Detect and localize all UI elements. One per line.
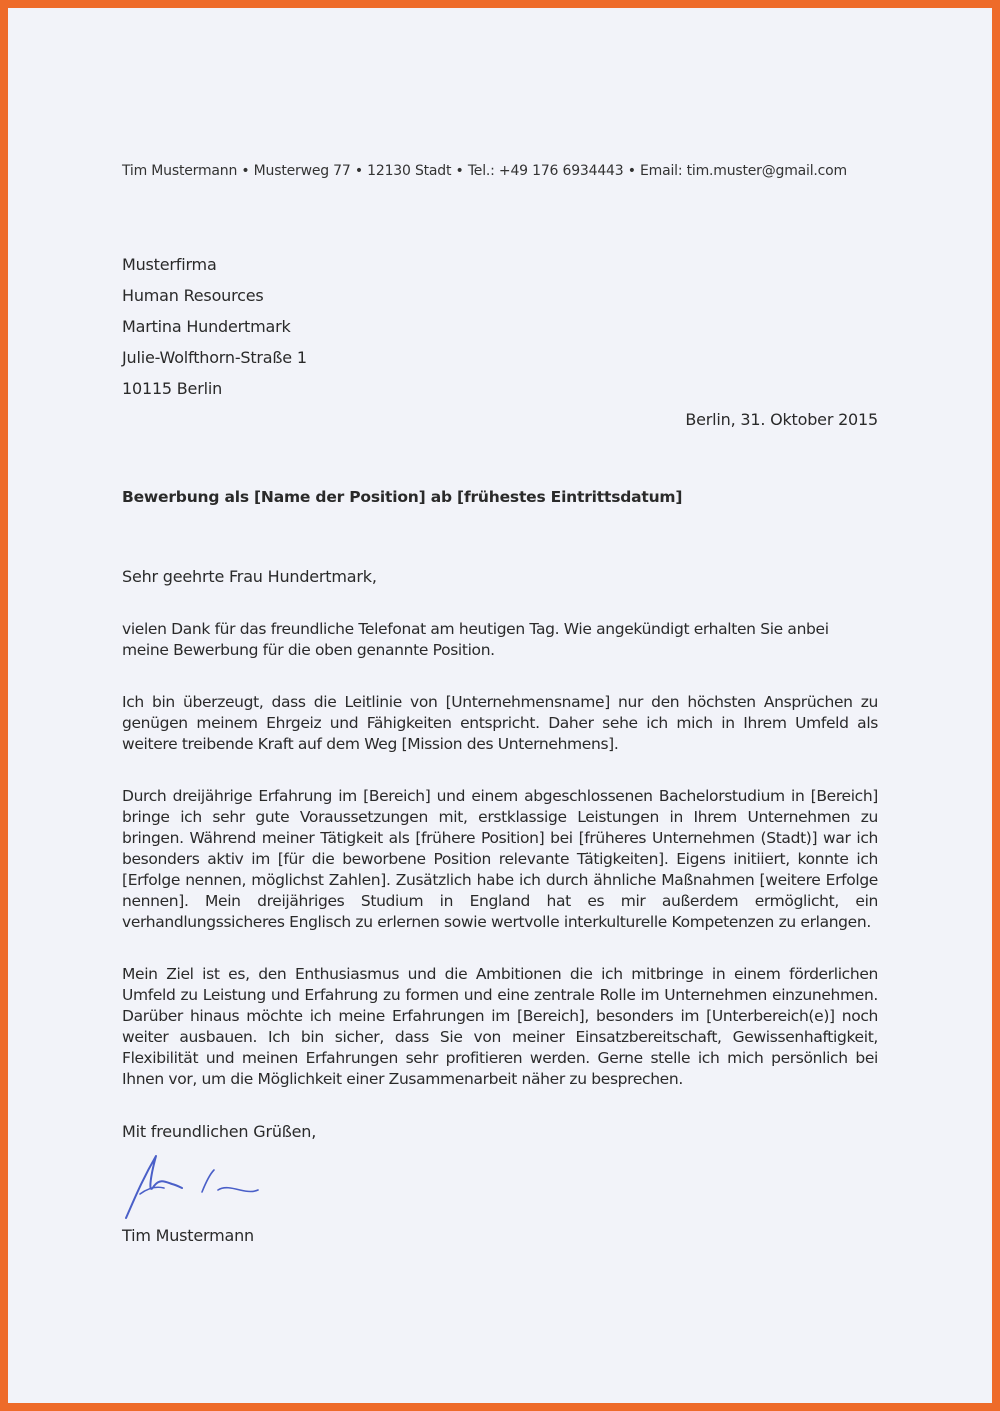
handwritten-signature: [120, 1148, 260, 1228]
signer-name: Tim Mustermann: [122, 1226, 254, 1245]
recipient-street: Julie-Wolfthorn-Straße 1: [122, 348, 307, 367]
body-paragraph-3: Durch dreijährige Erfahrung im [Bereich] und einem abgeschlossenen Bachelorstudium in [Bereich] bringe ich sehr gute Voraussetzungen mit, erstklassige Leistungen in Ihrem Unternehmen zu bringen. Während meiner Tätigkeit als [frühere Position] bei [früheres Unternehmen (Stadt)] war ich besonders aktiv im [für die beworbene Position relevante Tätigkeiten]. Eigens initiiert, konnte ich [Erfolge nennen, möglichst Zahlen]. Zusätzlich habe ich durch ähnliche Maßnahmen [weitere Erfolge nennen]. Mein dreijähriges Studium in England hat es mir außerdem ermöglicht, ein verhandlungssicheres Englisch zu erlernen sowie wertvolle interkulturelle Kompetenzen zu erlangen.: [122, 787, 878, 931]
letter-page: [8, 8, 992, 1403]
letter-date: Berlin, 31. Oktober 2015: [685, 410, 878, 429]
body-paragraph-4: Mein Ziel ist es, den Enthusiasmus und die Ambitionen die ich mitbringe in einem förderlichen Umfeld zu Leistung und Erfahrung zu formen und eine zentrale Rolle im Unternehmen einzunehmen. Darüber hinaus möchte ich meine Erfahrungen im [Bereich], besonders im [Unterbereich(e)] noch weiter ausbauen. Ich bin sicher, dass Sie von meiner Einsatzbereitschaft, Gewissenhaftigkeit, Flexibilität und meinen Erfahrungen sehr profitieren werden. Gerne stelle ich mich persönlich bei Ihnen vor, um die Möglichkeit einer Zusammenarbeit näher zu besprechen.: [122, 965, 878, 1088]
recipient-company: Musterfirma: [122, 255, 217, 274]
letter-salutation: Sehr geehrte Frau Hundertmark,: [122, 567, 377, 586]
letter-subject: Bewerbung als [Name der Position] ab [frühestes Eintrittsdatum]: [122, 488, 683, 506]
body-paragraph-1: vielen Dank für das freundliche Telefonat am heutigen Tag. Wie angekündigt erhalten Sie anbei meine Bewerbung für die oben genannte Position.: [122, 620, 829, 659]
body-paragraph-2: Ich bin überzeugt, dass die Leitlinie von [Unternehmensname] nur den höchsten Ansprüchen zu genügen meinem Ehrgeiz und Fähigkeiten entspricht. Daher sehe ich mich in Ihrem Umfeld als weitere treibende Kraft auf dem Weg [Mission des Unternehmens].: [122, 693, 878, 753]
recipient-city: 10115 Berlin: [122, 379, 223, 398]
recipient-address-block: [122, 255, 307, 410]
recipient-department: Human Resources: [122, 286, 264, 305]
letter-closing: Mit freundlichen Grüßen,: [122, 1122, 317, 1141]
recipient-contact: Martina Hundertmark: [122, 317, 291, 336]
sender-address-line: Tim Mustermann • Musterweg 77 • 12130 Stadt • Tel.: +49 176 6934443 • Email: tim.muster@gmail.com: [122, 163, 847, 179]
